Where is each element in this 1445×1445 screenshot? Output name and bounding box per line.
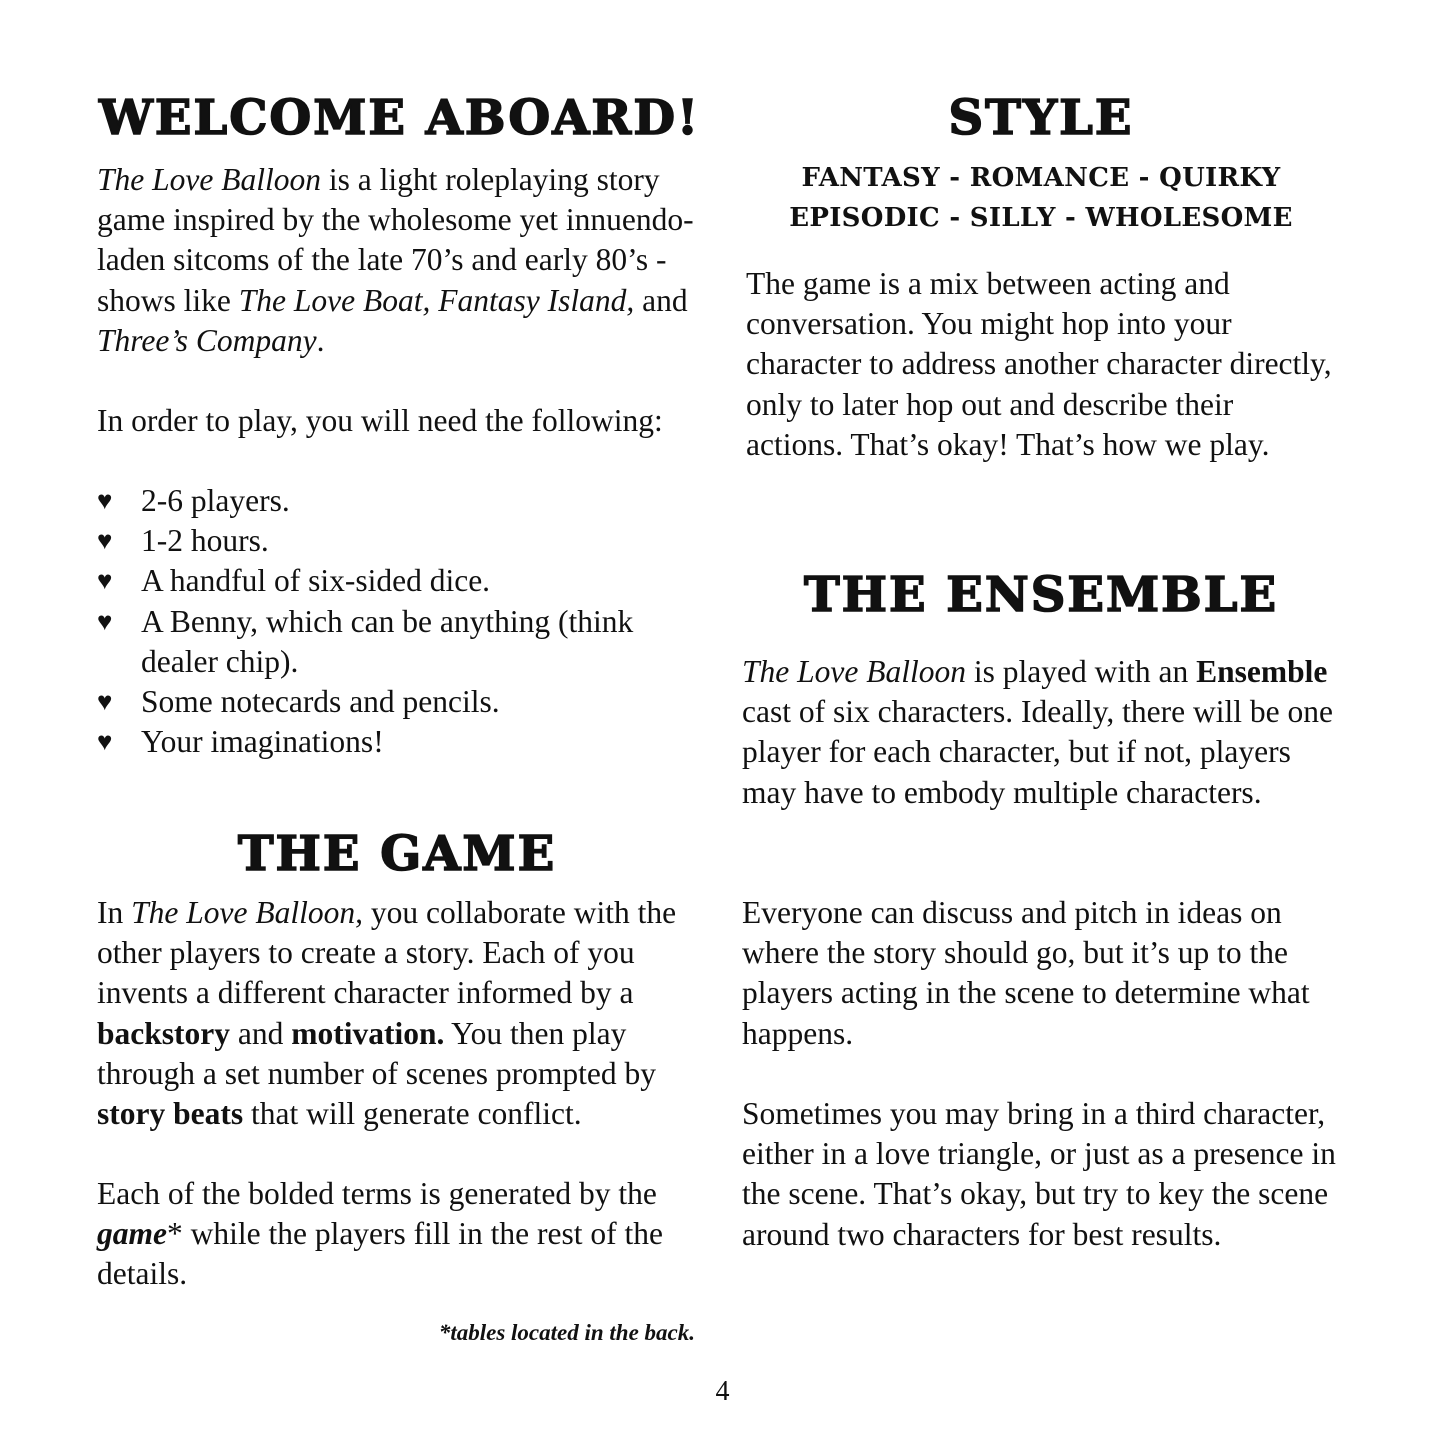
show-title: Three’s Company: [97, 322, 317, 358]
heart-bullet-icon: ♥: [97, 687, 113, 717]
game-title: The Love Balloon: [742, 654, 966, 689]
list-item: ♥ A handful of six-sided dice.: [97, 561, 687, 601]
tagline-line-1: FANTASY - ROMANCE - QUIRKY: [801, 163, 1281, 193]
heart-bullet-icon: ♥: [97, 486, 113, 515]
welcome-intro-paragraph: The Love Balloon is a light roleplaying story game inspired by the wholesome yet innuendo-laden sitcoms of the late 70’s and early 80’s - shows like The Love Boat, Fantasy Island, and Three’s Company.: [97, 162, 694, 358]
ensemble-heading: THE ENSEMBLE: [803, 567, 1279, 623]
style-tagline: [742, 158, 1340, 238]
bolded-terms-paragraph: Each of the bolded terms is generated by the game* while the players fill in the rest of the details.: [97, 1176, 663, 1292]
game-heading: THE GAME: [237, 826, 557, 882]
game-title: The Love Balloon,: [131, 895, 363, 930]
footnote: *tables located in the back.: [438, 1320, 695, 1345]
discussion-paragraph: Everyone can discuss and pitch in ideas on where the story should go, but it’s up to the players acting in the scene to determine what happens.: [742, 895, 1310, 1051]
term-story-beats: story beats: [97, 1096, 244, 1132]
list-item: ♥ 2-6 players.: [97, 481, 687, 521]
third-character-paragraph: Sometimes you may bring in a third character, either in a love triangle, or just as a presence in the scene. That’s okay, but try to key the scene around two characters for best results.: [742, 1096, 1336, 1252]
style-paragraph: The game is a mix between acting and conversation. You might hop into your character to address another character directly, only to later hop out and describe their actions. That’s okay! That’s how we play.: [746, 266, 1332, 462]
style-heading: STYLE: [948, 90, 1134, 146]
heart-bullet-icon: ♥: [97, 566, 113, 596]
tagline-line-2: EPISODIC - SILLY - WHOLESOME: [789, 203, 1293, 233]
list-item: ♥ A Benny, which can be anything (think dealer chip).: [97, 603, 634, 679]
ensemble-paragraph: The Love Balloon is played with an Ensemble cast of six characters. Ideally, there will be one player for each character, but if not, players may have to embody multiple characters.: [742, 654, 1333, 810]
term-game: game: [97, 1216, 167, 1252]
heart-bullet-icon: ♥: [97, 606, 113, 636]
term-motivation: motivation.: [291, 1015, 445, 1051]
welcome-heading: WELCOME ABOARD!: [98, 90, 701, 146]
list-item: ♥ Some notecards and pencils.: [97, 682, 687, 722]
term-backstory: backstory: [97, 1015, 230, 1051]
list-item: ♥ 1-2 hours.: [97, 521, 687, 561]
requirements-list: [97, 481, 687, 762]
heart-bullet-icon: ♥: [97, 727, 113, 757]
requirements-intro: In order to play, you will need the following:: [97, 403, 663, 438]
page-number: 4: [715, 1376, 730, 1407]
list-item: ♥ Your imaginations!: [97, 722, 687, 762]
heart-bullet-icon: ♥: [97, 526, 113, 556]
game-title: The Love Balloon: [97, 162, 321, 197]
show-titles: The Love Boat, Fantasy Island,: [238, 282, 635, 318]
term-ensemble: Ensemble: [1196, 654, 1328, 689]
game-paragraph: In The Love Balloon, you collaborate with the other players to create a story. Each of you invents a different character informed by a backstory and motivation. You then play through a set number of scenes prompted by story beats that will generate conflict.: [97, 895, 677, 1132]
